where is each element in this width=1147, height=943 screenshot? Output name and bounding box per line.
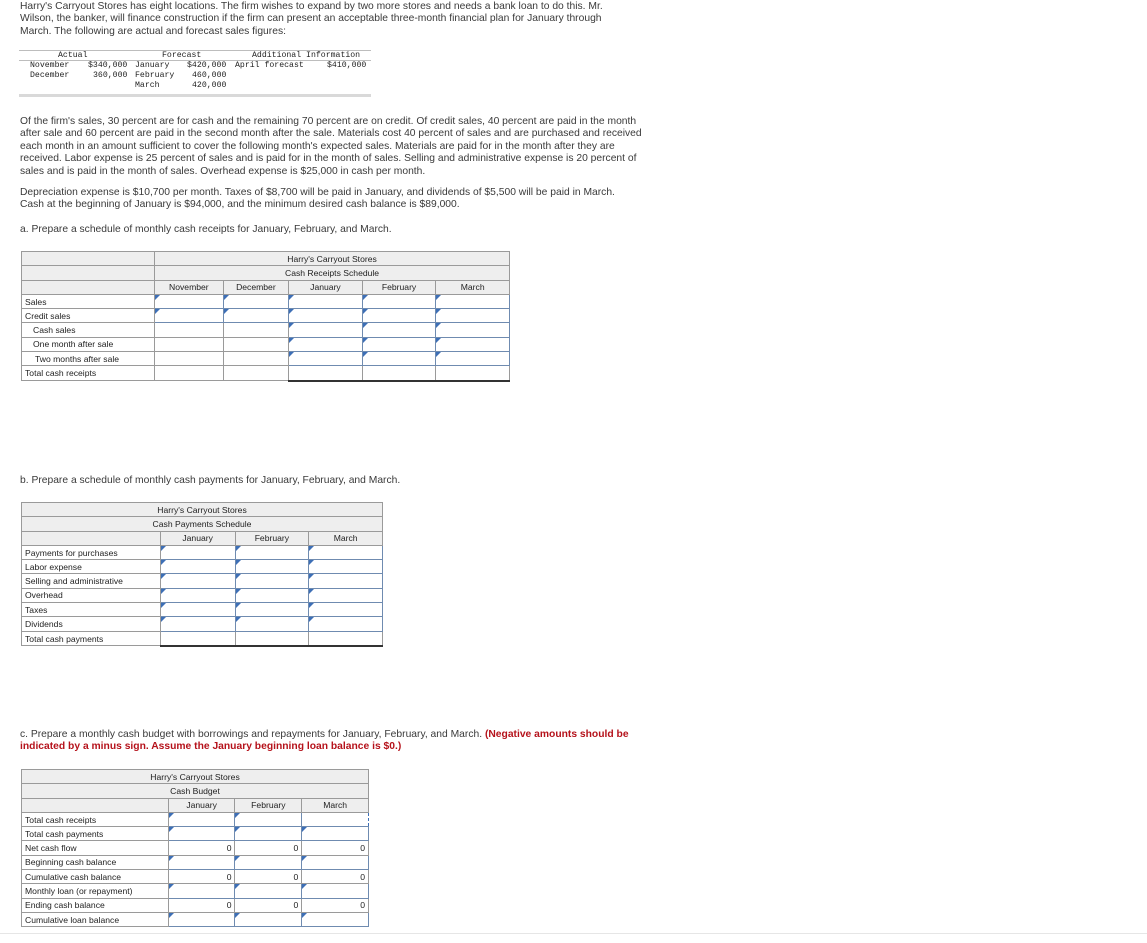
cash-sales-march-input[interactable]	[436, 323, 510, 337]
actual-header: Actual	[58, 51, 88, 60]
row-label-total-payments: Total cash payments	[22, 631, 161, 646]
sales-march-input[interactable]	[436, 294, 510, 308]
empty-cell	[155, 337, 224, 351]
total-payments-january	[160, 631, 235, 646]
additional-value: $410,000	[327, 61, 367, 70]
actual-month-1: November	[30, 61, 70, 70]
row-label-total-payments: Total cash payments	[22, 827, 169, 841]
net-cash-flow-february: 0	[235, 841, 302, 855]
two-months-january-input[interactable]	[289, 352, 363, 366]
credit-sales-november-input[interactable]	[155, 309, 224, 323]
cash-payments-table	[21, 502, 383, 647]
payments-title: Cash Payments Schedule	[22, 517, 383, 531]
credit-sales-january-input[interactable]	[289, 309, 363, 323]
table-row	[22, 884, 369, 898]
total-receipts-january	[289, 366, 363, 381]
sales-december-input[interactable]	[223, 294, 289, 308]
table-row	[22, 309, 510, 323]
sales-february-input[interactable]	[362, 294, 436, 308]
table-row	[22, 352, 510, 366]
cash-receipts-table	[21, 251, 510, 382]
purchases-january-input[interactable]	[160, 545, 235, 559]
table-row	[22, 812, 369, 826]
budget-payments-january-input[interactable]	[168, 827, 235, 841]
cumulative-loan-february-input[interactable]	[235, 912, 302, 926]
net-cash-flow-january: 0	[168, 841, 235, 855]
monthly-loan-february-input[interactable]	[235, 884, 302, 898]
assumptions-paragraph: Of the firm's sales, 30 percent are for cash and the remaining 70 percent are on credit. Of credit sales, 40 percent are paid in the month after sale and 60 percent are paid in the second month after the sale. Materials cost 40 percent of sales and are purchased and received each month in an amount sufficient to cover the following month's expected sales. Materials are paid for in the month after they are received. Labor expense is 25 percent of sales and is paid for in the month of sales. Selling and administrative expense is 20 percent of sales and is paid in the month of sales. Overhead expense is $25,000 in cash per month.	[20, 116, 642, 177]
cumulative-cash-march: 0	[302, 870, 369, 884]
question-c-text: c. Prepare a monthly cash budget with borrowings and repayments for January, February, and March.	[20, 729, 485, 740]
forecast-header: Forecast	[162, 51, 202, 60]
row-label-cumulative-cash: Cumulative cash balance	[22, 870, 169, 884]
header-blank	[22, 252, 155, 266]
row-label-taxes: Taxes	[22, 603, 161, 617]
table-row	[22, 337, 510, 351]
monthly-loan-march-input[interactable]	[302, 884, 369, 898]
row-label-credit-sales: Credit sales	[22, 309, 155, 323]
cumulative-cash-february: 0	[235, 870, 302, 884]
row-label-cumulative-loan: Cumulative loan balance	[22, 912, 169, 926]
total-receipts-february	[362, 366, 436, 381]
empty-cell	[155, 366, 224, 381]
ending-cash-january: 0	[168, 898, 235, 912]
labor-january-input[interactable]	[160, 560, 235, 574]
credit-sales-february-input[interactable]	[362, 309, 436, 323]
credit-sales-march-input[interactable]	[436, 309, 510, 323]
labor-march-input[interactable]	[309, 560, 383, 574]
selling-admin-january-input[interactable]	[160, 574, 235, 588]
actual-value-1: $340,000	[88, 61, 128, 70]
total-payments-march	[309, 631, 383, 646]
total-receipts-march	[436, 366, 510, 381]
col-march: March	[436, 280, 510, 294]
empty-cell	[223, 352, 289, 366]
col-february: February	[235, 531, 309, 545]
sales-november-input[interactable]	[155, 294, 224, 308]
purchases-february-input[interactable]	[235, 545, 309, 559]
header-blank	[22, 280, 155, 294]
table-row	[22, 827, 369, 841]
col-february: February	[235, 798, 302, 812]
col-december: December	[223, 280, 289, 294]
one-month-march-input[interactable]	[436, 337, 510, 351]
table-row	[22, 855, 369, 869]
cash-sales-january-input[interactable]	[289, 323, 363, 337]
row-label-ending-cash: Ending cash balance	[22, 898, 169, 912]
one-month-january-input[interactable]	[289, 337, 363, 351]
monthly-loan-january-input[interactable]	[168, 884, 235, 898]
cash-budget-table	[21, 769, 369, 927]
beginning-cash-january-input[interactable]	[168, 855, 235, 869]
overhead-february-input[interactable]	[235, 588, 309, 602]
row-label-labor: Labor expense	[22, 560, 161, 574]
beginning-cash-february-input[interactable]	[235, 855, 302, 869]
taxes-february-input[interactable]	[235, 603, 309, 617]
overhead-january-input[interactable]	[160, 588, 235, 602]
credit-sales-december-input[interactable]	[223, 309, 289, 323]
col-november: November	[155, 280, 224, 294]
beginning-cash-march-input[interactable]	[302, 855, 369, 869]
col-march: March	[302, 798, 369, 812]
taxes-march-input[interactable]	[309, 603, 383, 617]
row-label-monthly-loan: Monthly loan (or repayment)	[22, 884, 169, 898]
table-row	[22, 631, 383, 646]
one-month-february-input[interactable]	[362, 337, 436, 351]
row-label-beginning-cash: Beginning cash balance	[22, 855, 169, 869]
total-payments-february	[235, 631, 309, 646]
header-blank	[22, 266, 155, 280]
row-label-purchases: Payments for purchases	[22, 545, 161, 559]
dividends-february-input[interactable]	[235, 617, 309, 631]
row-label-one-month-after: One month after sale	[22, 337, 155, 351]
row-label-sales: Sales	[22, 294, 155, 308]
net-cash-flow-march: 0	[302, 841, 369, 855]
sales-january-input[interactable]	[289, 294, 363, 308]
actual-month-2: December	[30, 71, 70, 80]
cash-sales-february-input[interactable]	[362, 323, 436, 337]
col-february: February	[362, 280, 436, 294]
budget-company: Harry's Carryout Stores	[22, 770, 369, 784]
two-months-march-input[interactable]	[436, 352, 510, 366]
table-row	[22, 912, 369, 926]
col-january: January	[160, 531, 235, 545]
table-row	[22, 294, 510, 308]
question-c-instruction: (Negative amounts should be indicated by a minus sign. Assume the January beginning loan balance is $0.)	[20, 729, 629, 753]
intro-text: Harry's Carryout Stores has eight locations. The firm wishes to expand by two more stores and needs a bank loan to do this. Mr. Wilson, the banker, will finance construction if the firm can present an acceptable three-month financial plan for January through March. The following are actual and forecast sales figures:	[20, 1, 603, 37]
budget-payments-february-input[interactable]	[235, 827, 302, 841]
empty-cell	[223, 323, 289, 337]
table-row	[22, 366, 510, 381]
table-row	[22, 870, 369, 884]
cumulative-cash-january: 0	[168, 870, 235, 884]
empty-cell	[223, 337, 289, 351]
row-label-total-receipts: Total cash receipts	[22, 812, 169, 826]
taxes-january-input[interactable]	[160, 603, 235, 617]
selling-admin-march-input[interactable]	[309, 574, 383, 588]
question-a: a. Prepare a schedule of monthly cash receipts for January, February, and March.	[20, 224, 392, 235]
receipts-title: Cash Receipts Schedule	[155, 266, 510, 280]
forecast-month-2: February	[135, 71, 175, 80]
budget-receipts-january-input[interactable]	[168, 812, 235, 826]
labor-february-input[interactable]	[235, 560, 309, 574]
row-label-dividends: Dividends	[22, 617, 161, 631]
budget-payments-march-input[interactable]	[302, 827, 369, 841]
forecast-value-1: $420,000	[187, 61, 227, 70]
header-blank	[22, 798, 169, 812]
expenses-paragraph: Depreciation expense is $10,700 per month. Taxes of $8,700 will be paid in January, and dividends of $5,500 will be paid in March. Cash at the beginning of January is $94,000, and the minimum desired cash balance is $89,000.	[20, 187, 615, 211]
question-b: b. Prepare a schedule of monthly cash payments for January, February, and March.	[20, 475, 401, 486]
col-march: March	[309, 531, 383, 545]
table-row	[22, 574, 383, 588]
budget-receipts-march-input[interactable]	[302, 812, 369, 826]
forecast-month-1: January	[135, 61, 170, 70]
table-row	[22, 841, 369, 855]
table-row	[22, 545, 383, 559]
dividends-january-input[interactable]	[160, 617, 235, 631]
col-january: January	[289, 280, 363, 294]
table-row	[22, 603, 383, 617]
payments-company: Harry's Carryout Stores	[22, 503, 383, 517]
additional-header: Additional Information	[252, 51, 361, 60]
forecast-value-2: 460,000	[192, 71, 227, 80]
overhead-march-input[interactable]	[309, 588, 383, 602]
table-row	[22, 898, 369, 912]
receipts-company: Harry's Carryout Stores	[155, 252, 510, 266]
ending-cash-february: 0	[235, 898, 302, 912]
row-label-total-receipts: Total cash receipts	[22, 366, 155, 381]
cumulative-loan-march-input[interactable]	[302, 912, 369, 926]
table-row	[22, 617, 383, 631]
ending-cash-march: 0	[302, 898, 369, 912]
row-label-overhead: Overhead	[22, 588, 161, 602]
forecast-value-3: 420,000	[192, 81, 227, 90]
col-january: January	[168, 798, 235, 812]
sales-table-bottom-rule	[19, 94, 371, 97]
row-label-net-cash-flow: Net cash flow	[22, 841, 169, 855]
empty-cell	[223, 366, 289, 381]
budget-title: Cash Budget	[22, 784, 369, 798]
additional-label: April forecast	[235, 61, 304, 70]
purchases-march-input[interactable]	[309, 545, 383, 559]
actual-value-2: 360,000	[93, 71, 128, 80]
row-label-cash-sales: Cash sales	[22, 323, 155, 337]
empty-cell	[155, 352, 224, 366]
dividends-march-input[interactable]	[309, 617, 383, 631]
forecast-month-3: March	[135, 81, 160, 90]
cumulative-loan-january-input[interactable]	[168, 912, 235, 926]
question-c	[20, 729, 660, 754]
row-label-two-months-after: Two months after sale	[22, 352, 155, 366]
row-label-selling-admin: Selling and administrative	[22, 574, 161, 588]
header-blank	[22, 531, 161, 545]
budget-receipts-february-input[interactable]	[235, 812, 302, 826]
table-row	[22, 588, 383, 602]
table-row	[22, 323, 510, 337]
bottom-divider	[0, 933, 1147, 934]
empty-cell	[155, 323, 224, 337]
table-row	[22, 560, 383, 574]
two-months-february-input[interactable]	[362, 352, 436, 366]
selling-admin-february-input[interactable]	[235, 574, 309, 588]
